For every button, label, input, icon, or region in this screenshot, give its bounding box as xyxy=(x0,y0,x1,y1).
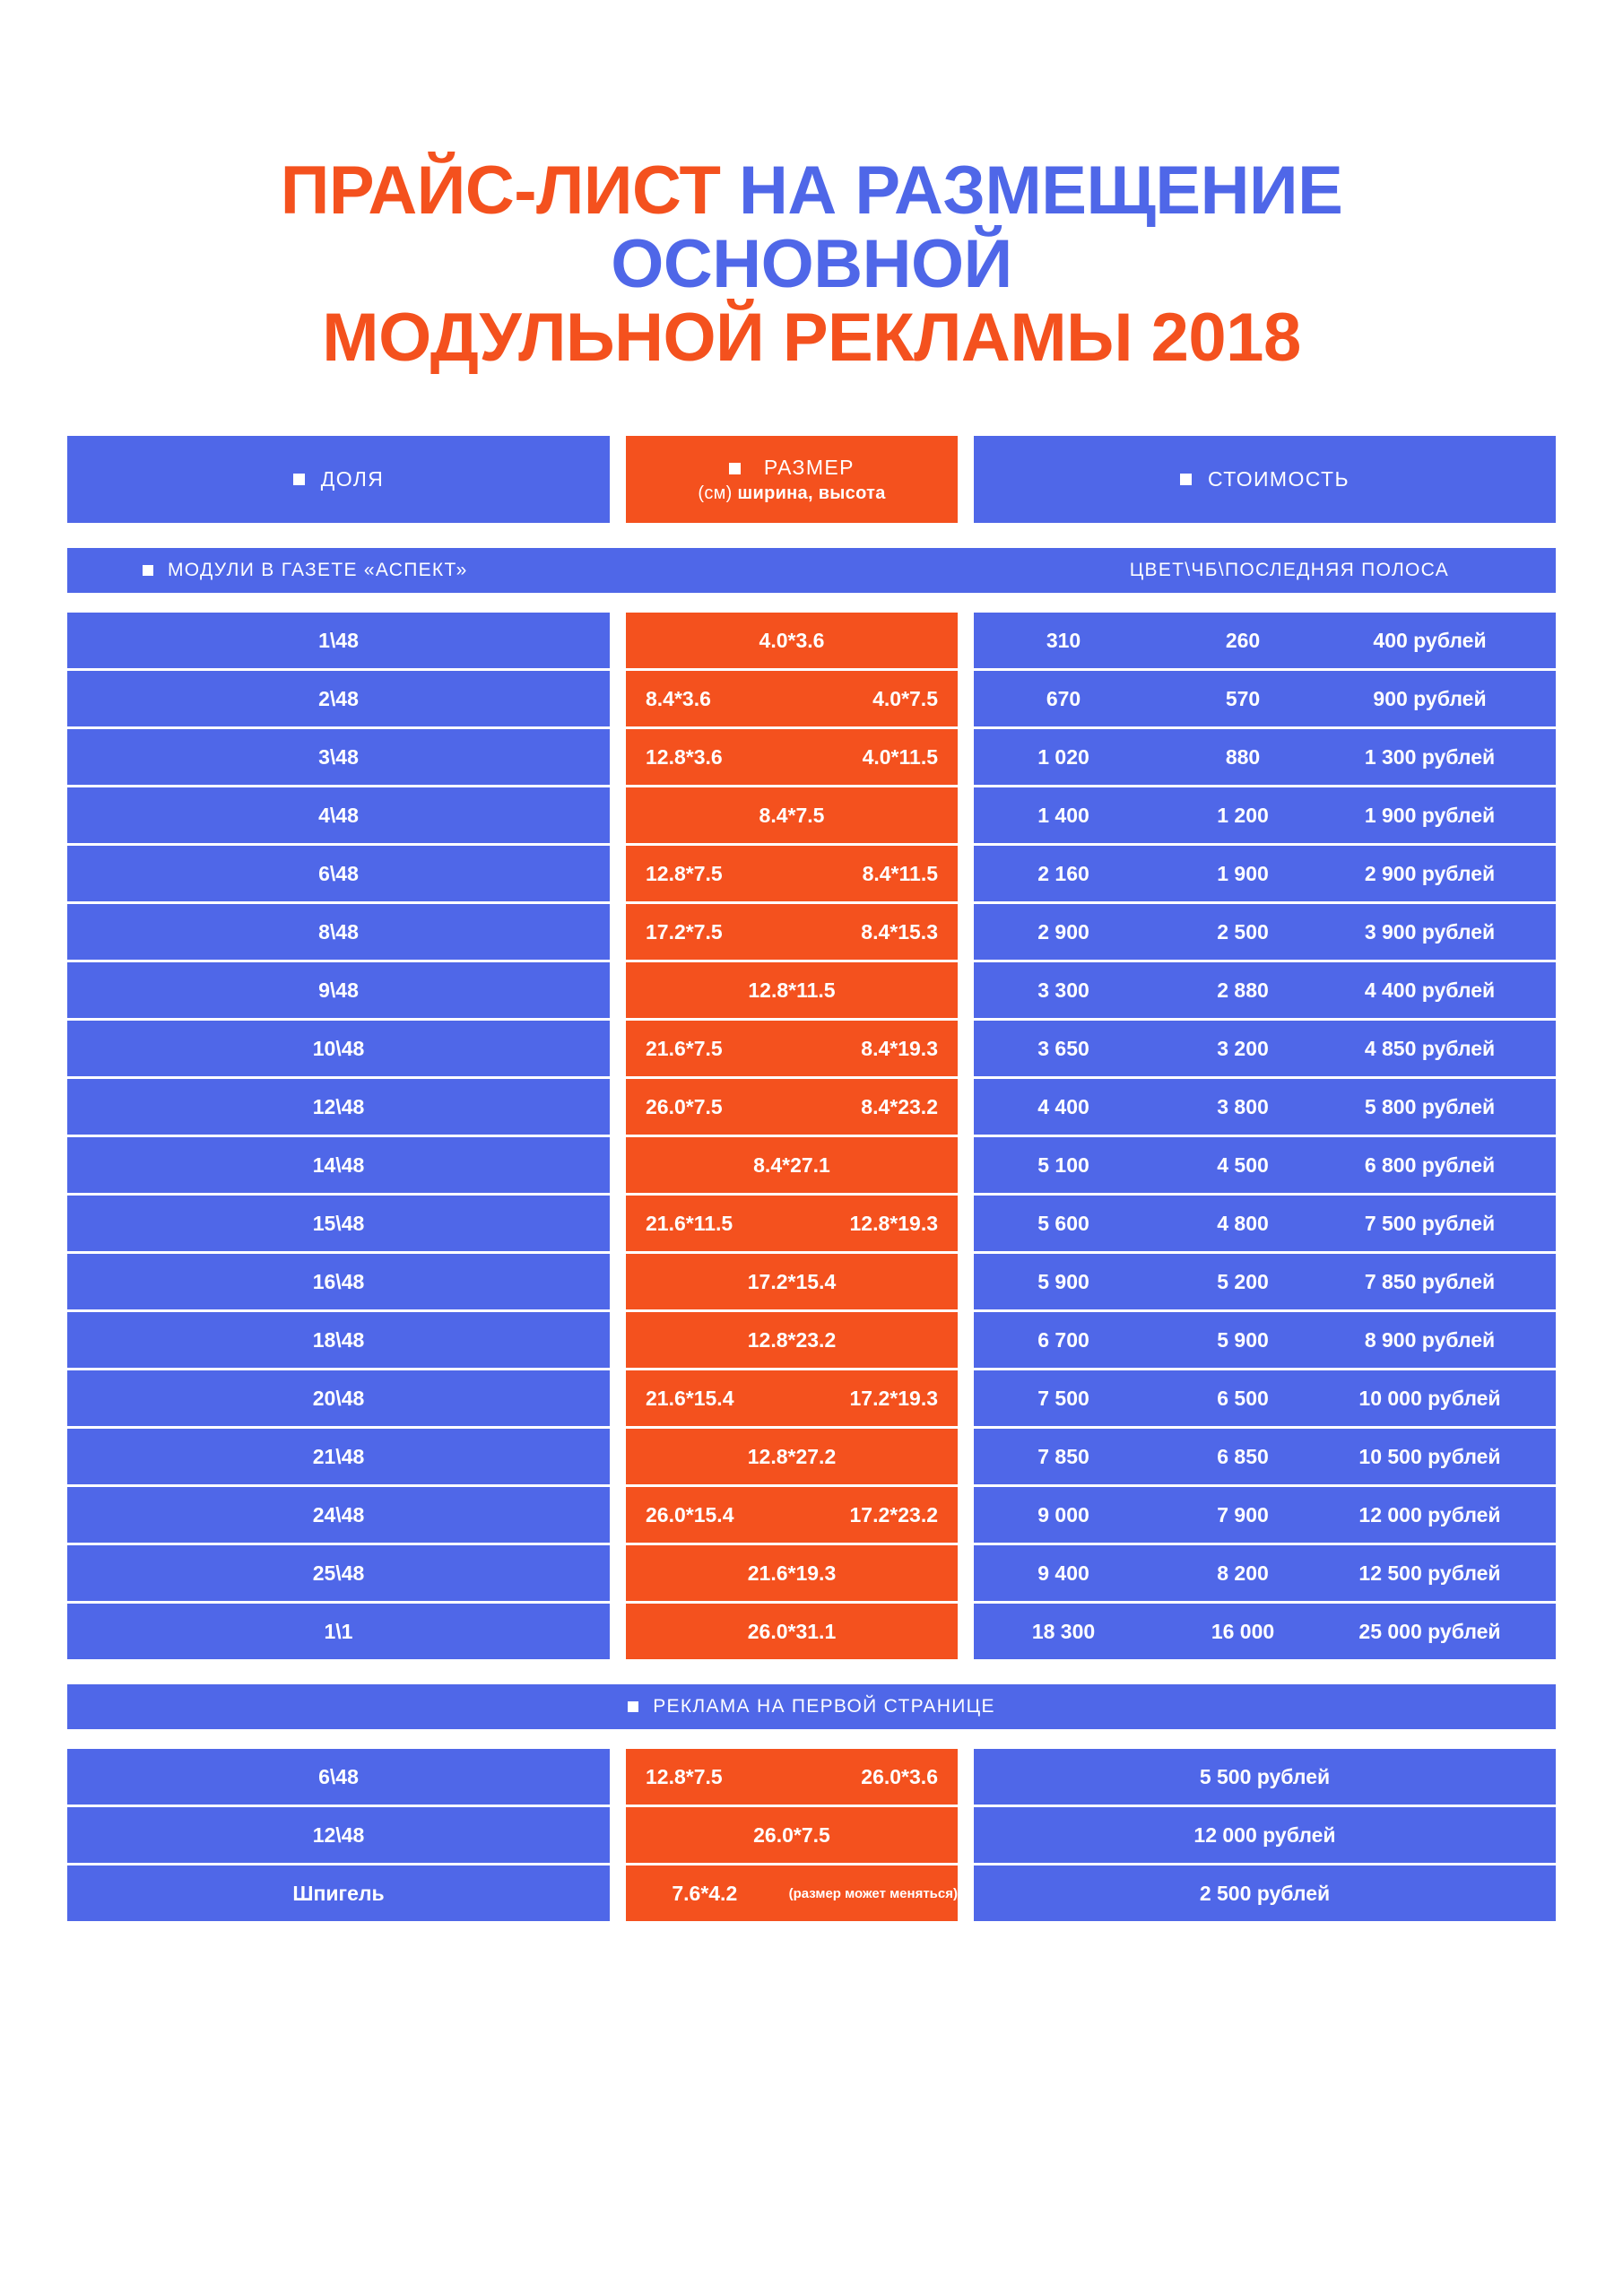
column-header-stoimost xyxy=(974,436,1556,523)
cell-prices xyxy=(974,687,1556,711)
razmer-unit: (см) xyxy=(698,483,738,503)
table-row xyxy=(626,729,958,785)
cell-prices xyxy=(974,920,1556,944)
cell-size xyxy=(626,1328,958,1352)
cell-size-1: 12.8*11.5 xyxy=(748,978,836,1002)
price-lastpage: 8 900 рублей xyxy=(1364,1327,1496,1352)
section-bar-main xyxy=(67,548,1556,593)
table-row xyxy=(974,729,1556,785)
price-color: 6 700 xyxy=(1037,1327,1089,1352)
table-row xyxy=(626,671,958,726)
cell-dolya: 15\48 xyxy=(312,1211,365,1235)
table-row xyxy=(626,1312,958,1368)
table-row xyxy=(974,1079,1556,1135)
price-table-first-page xyxy=(67,1749,1556,1921)
cell-size xyxy=(626,1823,958,1848)
title-line-2: ОСНОВНОЙ xyxy=(611,226,1012,303)
price-lastpage: 7 500 рублей xyxy=(1364,1211,1496,1235)
fp-column-razmer xyxy=(626,1749,958,1921)
cell-size xyxy=(626,978,958,1003)
table-row xyxy=(974,1807,1556,1863)
column-header-razmer-label: РАЗМЕР xyxy=(763,455,855,479)
square-bullet-icon xyxy=(143,565,153,576)
table-row xyxy=(67,787,610,843)
cell-prices xyxy=(974,1153,1556,1178)
table-row xyxy=(67,613,610,668)
table-row xyxy=(626,1866,958,1921)
cell-size-note: (размер может меняться) xyxy=(788,1885,958,1901)
price-bw: 7 900 xyxy=(1217,1502,1269,1526)
cell-size xyxy=(626,1561,958,1586)
cell-price: 12 000 рублей xyxy=(1193,1822,1336,1847)
price-bw: 3 800 xyxy=(1217,1094,1269,1118)
cell-prices xyxy=(974,629,1556,653)
page-title xyxy=(67,0,1556,375)
table-row xyxy=(974,787,1556,843)
cell-size-1: 12.8*27.2 xyxy=(747,1444,837,1468)
section-bar-first-page-inner xyxy=(628,1696,995,1718)
price-color: 4 400 xyxy=(1037,1094,1089,1118)
table-row xyxy=(67,1370,610,1426)
price-bw: 2 500 xyxy=(1217,919,1269,944)
table-row xyxy=(974,1254,1556,1309)
section-bar-main-label: МОДУЛИ В ГАЗЕТЕ «АСПЕКТ» xyxy=(168,560,468,581)
price-color: 5 900 xyxy=(1037,1269,1089,1293)
price-bw: 4 800 xyxy=(1217,1211,1269,1235)
table-row xyxy=(67,671,610,726)
cell-size-2: 26.0*3.6 xyxy=(861,1764,938,1788)
price-bw: 880 xyxy=(1225,744,1261,769)
square-bullet-icon xyxy=(1180,474,1192,485)
column-header-razmer-top xyxy=(729,454,855,482)
price-lastpage: 4 400 рублей xyxy=(1364,978,1496,1002)
table-row xyxy=(67,846,610,901)
price-lastpage: 10 000 рублей xyxy=(1358,1386,1501,1410)
table-row xyxy=(974,1021,1556,1076)
cell-prices xyxy=(974,978,1556,1003)
title-line-3: МОДУЛЬНОЙ РЕКЛАМЫ 2018 xyxy=(322,300,1301,377)
square-bullet-icon xyxy=(628,1701,638,1712)
price-column-dolya xyxy=(67,613,610,1659)
cell-size xyxy=(626,629,958,653)
table-row xyxy=(626,1079,958,1135)
cell-size xyxy=(626,1882,958,1906)
cell-prices xyxy=(974,1328,1556,1352)
table-row xyxy=(626,1487,958,1543)
price-color: 7 850 xyxy=(1037,1444,1089,1468)
cell-size-1: 12.8*3.6 xyxy=(646,744,723,769)
price-lastpage: 5 800 рублей xyxy=(1364,1094,1496,1118)
cell-prices xyxy=(974,1212,1556,1236)
section-bar-main-left xyxy=(89,560,468,581)
cell-price: 2 500 рублей xyxy=(1199,1881,1331,1905)
cell-prices xyxy=(974,804,1556,828)
table-row xyxy=(67,1749,610,1805)
cell-prices xyxy=(974,1561,1556,1586)
price-bw: 2 880 xyxy=(1217,978,1269,1002)
cell-size-2: 4.0*11.5 xyxy=(862,744,938,769)
price-bw: 260 xyxy=(1225,628,1261,652)
cell-prices xyxy=(974,1620,1556,1644)
fp-column-dolya xyxy=(67,1749,610,1921)
price-bw: 5 200 xyxy=(1217,1269,1269,1293)
cell-size-1: 21.6*15.4 xyxy=(646,1386,734,1410)
price-lastpage: 400 рублей xyxy=(1373,628,1487,652)
price-color: 3 650 xyxy=(1037,1036,1089,1060)
price-bw: 8 200 xyxy=(1217,1561,1269,1585)
cell-dolya: 18\48 xyxy=(312,1327,365,1352)
table-row xyxy=(974,1487,1556,1543)
cell-dolya: 8\48 xyxy=(318,919,359,944)
price-color: 5 100 xyxy=(1037,1152,1089,1177)
price-lastpage: 10 500 рублей xyxy=(1358,1444,1501,1468)
price-lastpage: 2 900 рублей xyxy=(1364,861,1496,885)
table-row xyxy=(67,904,610,960)
price-lastpage: 6 800 рублей xyxy=(1364,1152,1496,1177)
table-row xyxy=(67,729,610,785)
cell-dolya: 25\48 xyxy=(312,1561,365,1585)
cell-size-1: 12.8*7.5 xyxy=(646,861,723,885)
price-bw: 6 850 xyxy=(1217,1444,1269,1468)
cell-size xyxy=(626,1153,958,1178)
cell-prices xyxy=(974,862,1556,886)
cell-size-1: 17.2*7.5 xyxy=(646,919,723,944)
cell-size-2: 8.4*15.3 xyxy=(861,919,938,944)
price-color: 7 500 xyxy=(1037,1386,1089,1410)
price-color: 1 020 xyxy=(1037,744,1089,769)
table-row xyxy=(67,1866,610,1921)
table-row xyxy=(67,1604,610,1659)
title-part-blue: НА РАЗМЕЩЕНИЕ xyxy=(739,152,1343,229)
price-lastpage: 4 850 рублей xyxy=(1364,1036,1496,1060)
table-row xyxy=(974,962,1556,1018)
cell-size-1: 8.4*27.1 xyxy=(753,1152,830,1177)
cell-size-1: 4.0*3.6 xyxy=(759,628,825,652)
cell-size-1: 21.6*19.3 xyxy=(747,1561,837,1585)
price-color: 2 160 xyxy=(1037,861,1089,885)
square-bullet-icon xyxy=(293,474,305,485)
fp-column-stoimost xyxy=(974,1749,1556,1921)
cell-size-1: 12.8*23.2 xyxy=(747,1327,837,1352)
cell-dolya: 1\1 xyxy=(324,1619,353,1643)
table-row xyxy=(67,962,610,1018)
table-row xyxy=(974,1137,1556,1193)
cell-prices xyxy=(974,1445,1556,1469)
cell-size-2: 8.4*19.3 xyxy=(861,1036,938,1060)
table-row xyxy=(626,787,958,843)
price-color: 5 600 xyxy=(1037,1211,1089,1235)
price-color: 3 300 xyxy=(1037,978,1089,1002)
table-row xyxy=(67,1312,610,1368)
price-lastpage: 12 000 рублей xyxy=(1358,1502,1501,1526)
table-row xyxy=(974,1604,1556,1659)
table-row xyxy=(974,1545,1556,1601)
price-bw: 5 900 xyxy=(1217,1327,1269,1352)
price-table-main xyxy=(67,613,1556,1659)
title-part-orange: ПРАЙС-ЛИСТ xyxy=(280,152,740,229)
cell-size-1: 12.8*7.5 xyxy=(646,1764,723,1788)
cell-dolya: 3\48 xyxy=(318,744,359,769)
cell-dolya: 2\48 xyxy=(318,686,359,710)
table-row xyxy=(626,1370,958,1426)
cell-price: 5 500 рублей xyxy=(1199,1764,1331,1788)
cell-prices xyxy=(974,745,1556,770)
table-row xyxy=(67,1254,610,1309)
column-header-razmer-sub xyxy=(698,482,885,506)
price-color: 670 xyxy=(1046,686,1081,710)
table-row xyxy=(626,846,958,901)
table-row xyxy=(626,1196,958,1251)
column-header-dolya xyxy=(67,436,610,523)
table-row xyxy=(974,1429,1556,1484)
cell-dolya: 24\48 xyxy=(312,1502,365,1526)
table-row xyxy=(626,1604,958,1659)
title-line-1 xyxy=(67,154,1556,228)
cell-size-1: 26.0*15.4 xyxy=(646,1502,734,1526)
cell-dolya: 14\48 xyxy=(312,1152,365,1177)
cell-size-1: 21.6*11.5 xyxy=(646,1211,733,1235)
price-color: 9 400 xyxy=(1037,1561,1089,1585)
price-bw: 3 200 xyxy=(1217,1036,1269,1060)
table-row xyxy=(974,846,1556,901)
cell-dolya: 9\48 xyxy=(318,978,359,1002)
cell-prices xyxy=(974,1503,1556,1527)
column-header-dolya-label: ДОЛЯ xyxy=(320,467,385,491)
table-row xyxy=(626,1807,958,1863)
table-row xyxy=(67,1137,610,1193)
section-bar-first-page xyxy=(67,1684,1556,1729)
table-row xyxy=(67,1545,610,1601)
cell-dolya: 6\48 xyxy=(318,1764,359,1788)
price-bw: 570 xyxy=(1225,686,1261,710)
column-headers xyxy=(67,436,1556,523)
cell-prices xyxy=(974,1037,1556,1061)
table-row xyxy=(626,962,958,1018)
table-row xyxy=(67,1807,610,1863)
table-row xyxy=(626,1021,958,1076)
square-bullet-icon xyxy=(729,463,741,474)
price-color: 18 300 xyxy=(1031,1619,1096,1643)
cell-dolya: 12\48 xyxy=(312,1094,365,1118)
price-column-stoimost xyxy=(974,613,1556,1659)
table-row xyxy=(626,1429,958,1484)
price-lastpage: 12 500 рублей xyxy=(1358,1561,1501,1585)
table-row xyxy=(67,1487,610,1543)
cell-size-1: 21.6*7.5 xyxy=(646,1036,723,1060)
cell-prices xyxy=(974,1270,1556,1294)
table-row xyxy=(626,613,958,668)
table-row xyxy=(626,1254,958,1309)
cell-size-2: 4.0*7.5 xyxy=(872,686,938,710)
table-row xyxy=(626,1137,958,1193)
cell-dolya: Шпигель xyxy=(292,1881,385,1905)
cell-size xyxy=(626,1270,958,1294)
table-row xyxy=(974,613,1556,668)
cell-dolya: 20\48 xyxy=(312,1386,365,1410)
section-bar-main-right: ЦВЕТ\ЧБ\ПОСЛЕДНЯЯ ПОЛОСА xyxy=(1129,560,1449,581)
cell-size-2: 12.8*19.3 xyxy=(849,1211,938,1235)
cell-dolya: 4\48 xyxy=(318,803,359,827)
price-bw: 4 500 xyxy=(1217,1152,1269,1177)
cell-size-1: 26.0*7.5 xyxy=(646,1094,723,1118)
price-color: 9 000 xyxy=(1037,1502,1089,1526)
cell-size-1: 8.4*3.6 xyxy=(646,686,711,710)
price-column-razmer xyxy=(626,613,958,1659)
section-bar-first-page-label: РЕКЛАМА НА ПЕРВОЙ СТРАНИЦЕ xyxy=(653,1696,995,1718)
table-row xyxy=(974,1866,1556,1921)
price-bw: 16 000 xyxy=(1211,1619,1275,1643)
price-bw: 1 200 xyxy=(1217,803,1269,827)
price-lastpage: 900 рублей xyxy=(1373,686,1487,710)
table-row xyxy=(626,1545,958,1601)
cell-dolya: 10\48 xyxy=(312,1036,365,1060)
cell-size-1: 26.0*31.1 xyxy=(747,1619,837,1643)
price-bw: 6 500 xyxy=(1217,1386,1269,1410)
price-lastpage: 3 900 рублей xyxy=(1364,919,1496,944)
price-bw: 1 900 xyxy=(1217,861,1269,885)
cell-size-2: 17.2*19.3 xyxy=(849,1386,938,1410)
cell-size-1: 7.6*4.2 xyxy=(672,1881,738,1905)
cell-dolya: 16\48 xyxy=(312,1269,365,1293)
cell-dolya: 1\48 xyxy=(318,628,359,652)
cell-size-1: 17.2*15.4 xyxy=(747,1269,837,1293)
table-row xyxy=(67,1079,610,1135)
razmer-sub-bold: ширина, высота xyxy=(737,483,886,503)
cell-size xyxy=(626,1620,958,1644)
table-row xyxy=(67,1021,610,1076)
price-color: 2 900 xyxy=(1037,919,1089,944)
price-lastpage: 7 850 рублей xyxy=(1364,1269,1496,1293)
cell-size-2: 8.4*23.2 xyxy=(861,1094,938,1118)
cell-size-1: 8.4*7.5 xyxy=(759,803,825,827)
table-row xyxy=(67,1429,610,1484)
cell-dolya: 12\48 xyxy=(312,1822,365,1847)
table-row xyxy=(626,904,958,960)
column-header-razmer xyxy=(626,436,958,523)
price-color: 310 xyxy=(1046,628,1081,652)
cell-size-2: 8.4*11.5 xyxy=(862,861,938,885)
table-row xyxy=(974,671,1556,726)
price-lastpage: 1 300 рублей xyxy=(1364,744,1496,769)
table-row xyxy=(974,1749,1556,1805)
table-row xyxy=(974,904,1556,960)
column-header-stoimost-label: СТОИМОСТЬ xyxy=(1208,467,1350,491)
cell-size xyxy=(626,804,958,828)
cell-size xyxy=(626,1445,958,1469)
table-row xyxy=(974,1312,1556,1368)
table-row xyxy=(67,1196,610,1251)
price-lastpage: 25 000 рублей xyxy=(1358,1619,1501,1643)
table-row xyxy=(974,1196,1556,1251)
cell-prices xyxy=(974,1095,1556,1119)
cell-dolya: 21\48 xyxy=(312,1444,365,1468)
cell-size-2: 17.2*23.2 xyxy=(849,1502,938,1526)
price-lastpage: 1 900 рублей xyxy=(1364,803,1496,827)
table-row xyxy=(626,1749,958,1805)
cell-size-1: 26.0*7.5 xyxy=(753,1822,830,1847)
cell-dolya: 6\48 xyxy=(318,861,359,885)
price-color: 1 400 xyxy=(1037,803,1089,827)
cell-prices xyxy=(974,1387,1556,1411)
table-row xyxy=(974,1370,1556,1426)
